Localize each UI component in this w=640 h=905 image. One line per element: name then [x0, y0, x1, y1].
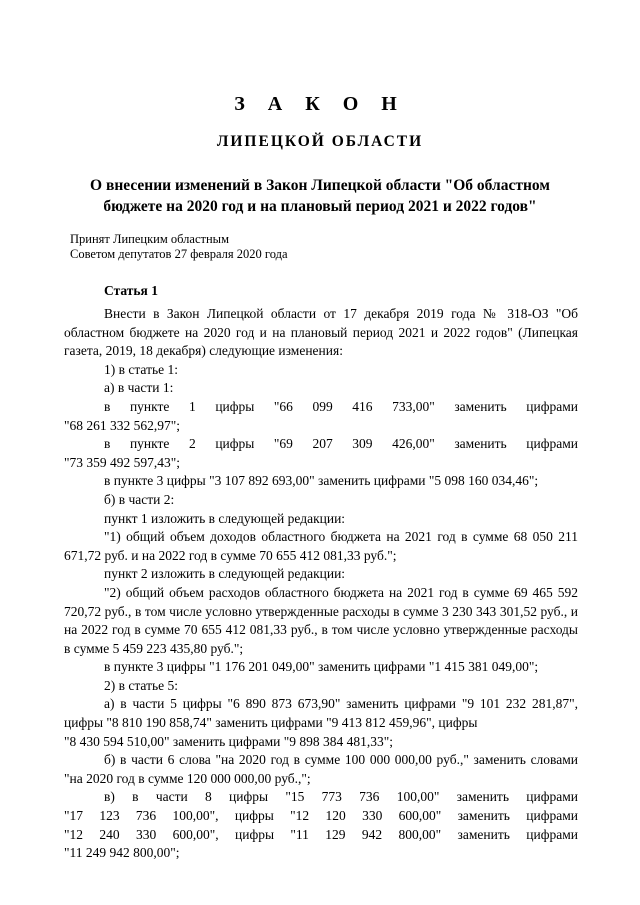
law-title: З А К О Н	[234, 93, 406, 115]
item-1a-point-1: в пункте 1 цифры "66 099 416 733,00" заменить цифрами	[104, 398, 578, 414]
article-body	[64, 305, 578, 863]
item-2c-line-2: "17 123 736 100,00", цифры "12 120 330 600,00" заменить цифрами	[64, 808, 578, 824]
adoption-note	[70, 232, 288, 262]
item-2a-line-1: а) в части 5 цифры "6 890 873 673,90" заменить цифрами "9 101 232 281,87",	[104, 696, 578, 712]
adoption-line-2: Советом депутатов 27 февраля 2020 года	[70, 247, 288, 261]
item-1: 1) в статье 1:	[104, 361, 178, 377]
item-1b-point-2-text: "2) общий объем расходов областного бюджета на 2021 год в сумме 69 465 592 720,72 руб., в том числе условно утвержденные расходы в сумме 3 230 343 301,52 руб., и на 2022 год в сумме 70 655 412 081,33 руб., в том числе условно утвержденные расходы в сумме 5 459 223 435,80 руб.";	[64, 584, 578, 656]
law-subtitle: О внесении изменений в Закон Липецкой области "Об областном бюджете на 2020 год и на плановый период 2021 и 2022 годов"	[90, 177, 550, 215]
item-2c-line-1: в) в части 8 цифры "15 773 736 100,00" заменить цифрами	[104, 789, 578, 805]
item-1a-point-1-cont: "68 261 332 562,97";	[64, 417, 181, 433]
item-1b-point-3: в пункте 3 цифры "1 176 201 049,00" заменить цифрами "1 415 381 049,00";	[104, 659, 539, 675]
item-1a-point-3: в пункте 3 цифры "3 107 892 693,00" заменить цифрами "5 098 160 034,46";	[104, 473, 539, 489]
item-1a: а) в части 1:	[104, 380, 174, 396]
item-1b-point-1-text: "1) общий объем доходов областного бюджета на 2021 год в сумме 68 050 211 671,72 руб. и на 2022 год в сумме 70 655 412 081,33 руб.";	[64, 529, 578, 563]
region-title: ЛИПЕЦКОЙ ОБЛАСТИ	[216, 133, 424, 150]
item-1b-point-2-heading: пункт 2 изложить в следующей редакции:	[104, 566, 346, 582]
item-2a-line-3: "8 430 594 510,00" заменить цифрами "9 898 384 481,33";	[64, 733, 393, 749]
intro-paragraph: Внести в Закон Липецкой области от 17 декабря 2019 года № 318-ОЗ "Об областном бюджете на 2020 год и на плановый период 2021 и 2022 годов" (Липецкая газета, 2019, 18 декабря) следующие изменения:	[64, 306, 578, 359]
item-2b: б) в части 6 слова "на 2020 год в сумме 100 000 000,00 руб.," заменить словами "на 2020 год в сумме 120 000 000,00 руб.,";	[64, 752, 578, 786]
item-1b-point-1-heading: пункт 1 изложить в следующей редакции:	[104, 510, 346, 526]
item-1b: б) в части 2:	[104, 491, 175, 507]
item-1a-point-2: в пункте 2 цифры "69 207 309 426,00" заменить цифрами	[104, 436, 578, 452]
item-1a-point-2-cont: "73 359 492 597,43";	[64, 454, 181, 470]
item-2: 2) в статье 5:	[104, 677, 178, 693]
adoption-line-1: Принят Липецким областным	[70, 232, 229, 246]
article-heading: Статья 1	[104, 283, 158, 298]
item-2c-line-3: "12 240 330 600,00", цифры "11 129 942 800,00" заменить цифрами	[64, 826, 578, 842]
item-2c-line-4: "11 249 942 800,00";	[64, 845, 180, 861]
item-2a-line-2: цифры "8 810 190 858,74" заменить цифрами "9 413 812 459,96", цифры	[64, 715, 478, 731]
